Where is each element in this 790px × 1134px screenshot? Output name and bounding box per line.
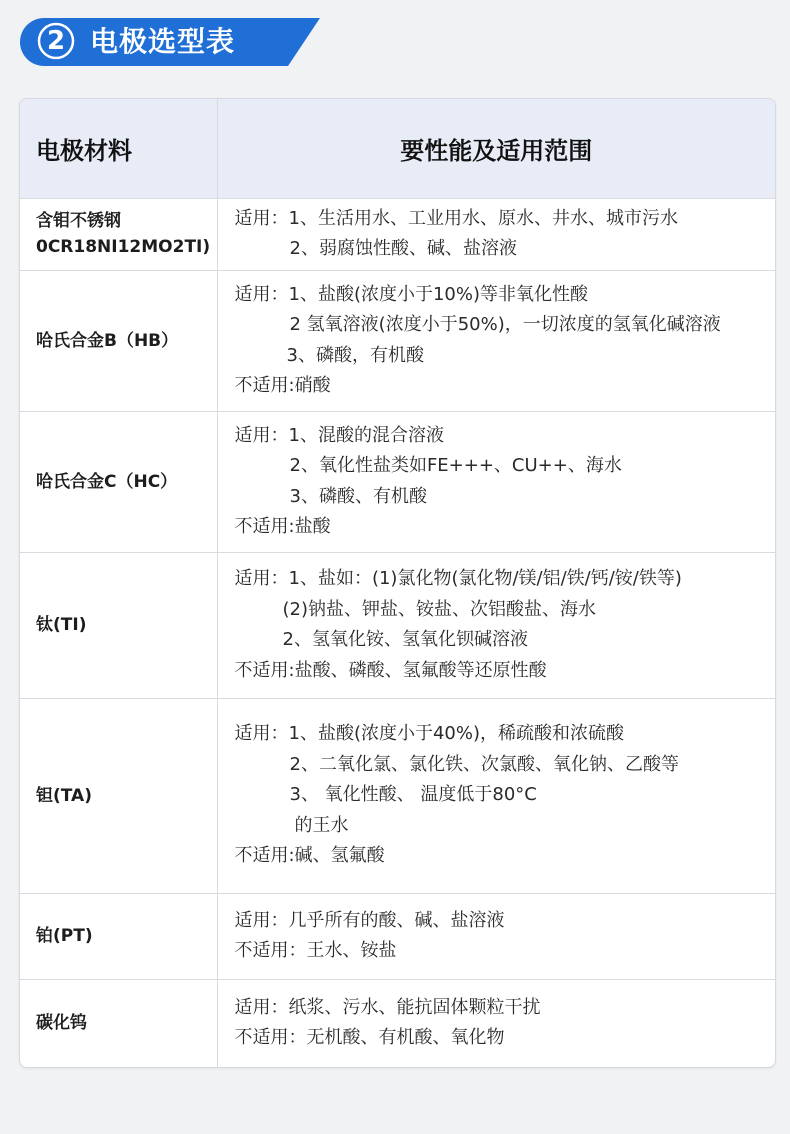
performance-line: (2)钠盐、钾盐、铵盐、次铝酸盐、海水 <box>282 598 596 620</box>
performance-line: 适用：1、生活用水、工业用水、原水、井水、城市污水 <box>234 207 678 229</box>
performance-line: 不适用：王水、铵盐 <box>234 940 397 961</box>
performance-line: 不适用:盐酸、磷酸、氢氟酸等还原性酸 <box>234 659 547 681</box>
performance-cell <box>217 893 775 979</box>
table-row <box>20 411 775 552</box>
section-banner <box>20 18 320 66</box>
performance-line: 不适用:碱、氢氟酸 <box>234 845 385 867</box>
material-name: 含钼不锈钢 <box>36 211 121 231</box>
section-title: 电极选型表 <box>90 25 236 58</box>
material-name: 铂(PT) <box>36 926 93 946</box>
performance-line: 不适用：无机酸、有机酸、氧化物 <box>234 1027 505 1049</box>
material-name: 哈氏合金B（HB） <box>36 330 179 351</box>
material-name: 钽(TA) <box>36 785 92 806</box>
material-name: 哈氏合金C（HC） <box>36 471 178 492</box>
table-row <box>20 698 775 893</box>
performance-line: 适用：几乎所有的酸、碱、盐溶液 <box>234 909 505 931</box>
performance-line: 适用：纸浆、污水、能抗固体颗粒干扰 <box>234 996 541 1018</box>
performance-line: 2 氢氧溶液(浓度小于50%)，一切浓度的氢氧化碱溶液 <box>289 314 721 335</box>
performance-line: 3、 氧化性酸、 温度低于80°C <box>289 784 537 806</box>
performance-line: 适用：1、盐酸(浓度小于40%)，稀疏酸和浓硫酸 <box>234 723 625 745</box>
material-cell <box>20 552 217 698</box>
table-header-row <box>20 99 775 198</box>
performance-line: 适用：1、盐如：(1)氯化物(氯化物/镁/铝/铁/钙/铵/铁等) <box>234 568 682 589</box>
material-cell <box>20 893 217 979</box>
performance-line: 适用：1、盐酸(浓度小于10%)等非氧化性酸 <box>234 283 589 305</box>
performance-cell <box>217 411 775 552</box>
electrode-selection-table <box>19 98 776 1068</box>
performance-cell <box>217 698 775 893</box>
material-name: 碳化钨 <box>36 1013 87 1034</box>
performance-line: 2、弱腐蚀性酸、碱、盐溶液 <box>289 238 517 259</box>
performance-line: 2、氧化性盐类如FE+++、CU++、海水 <box>289 455 622 476</box>
material-cell <box>20 698 217 893</box>
material-cell <box>20 270 217 411</box>
material-code: 0CR18NI12MO2TI) <box>36 237 211 257</box>
performance-line: 不适用:盐酸 <box>234 516 331 537</box>
performance-line: 不适用:硝酸 <box>234 375 331 396</box>
section-number: 2 <box>46 26 66 56</box>
table-row <box>20 270 775 411</box>
material-cell <box>20 411 217 552</box>
performance-line: 2、氢氧化铵、氢氧化钡碱溶液 <box>282 629 528 650</box>
performance-cell <box>217 552 775 698</box>
material-name: 钛(TI) <box>36 615 87 635</box>
performance-line: 3、磷酸，有机酸 <box>286 344 424 366</box>
performance-cell <box>217 270 775 411</box>
performance-line: 2、二氧化氯、氯化铁、次氯酸、氧化钠、乙酸等 <box>289 753 679 775</box>
material-cell <box>20 198 217 270</box>
table-row <box>20 893 775 979</box>
performance-line: 适用：1、混酸的混合溶液 <box>234 424 444 446</box>
header-material: 电极材料 <box>20 99 217 198</box>
header-performance: 要性能及适用范围 <box>217 99 775 198</box>
table-row <box>20 198 775 270</box>
table-row <box>20 552 775 698</box>
performance-cell <box>217 979 775 1067</box>
performance-line: 的王水 <box>294 814 349 836</box>
performance-line: 3、磷酸、有机酸 <box>289 485 427 507</box>
material-cell <box>20 979 217 1067</box>
table-row <box>20 979 775 1067</box>
performance-cell <box>217 198 775 270</box>
